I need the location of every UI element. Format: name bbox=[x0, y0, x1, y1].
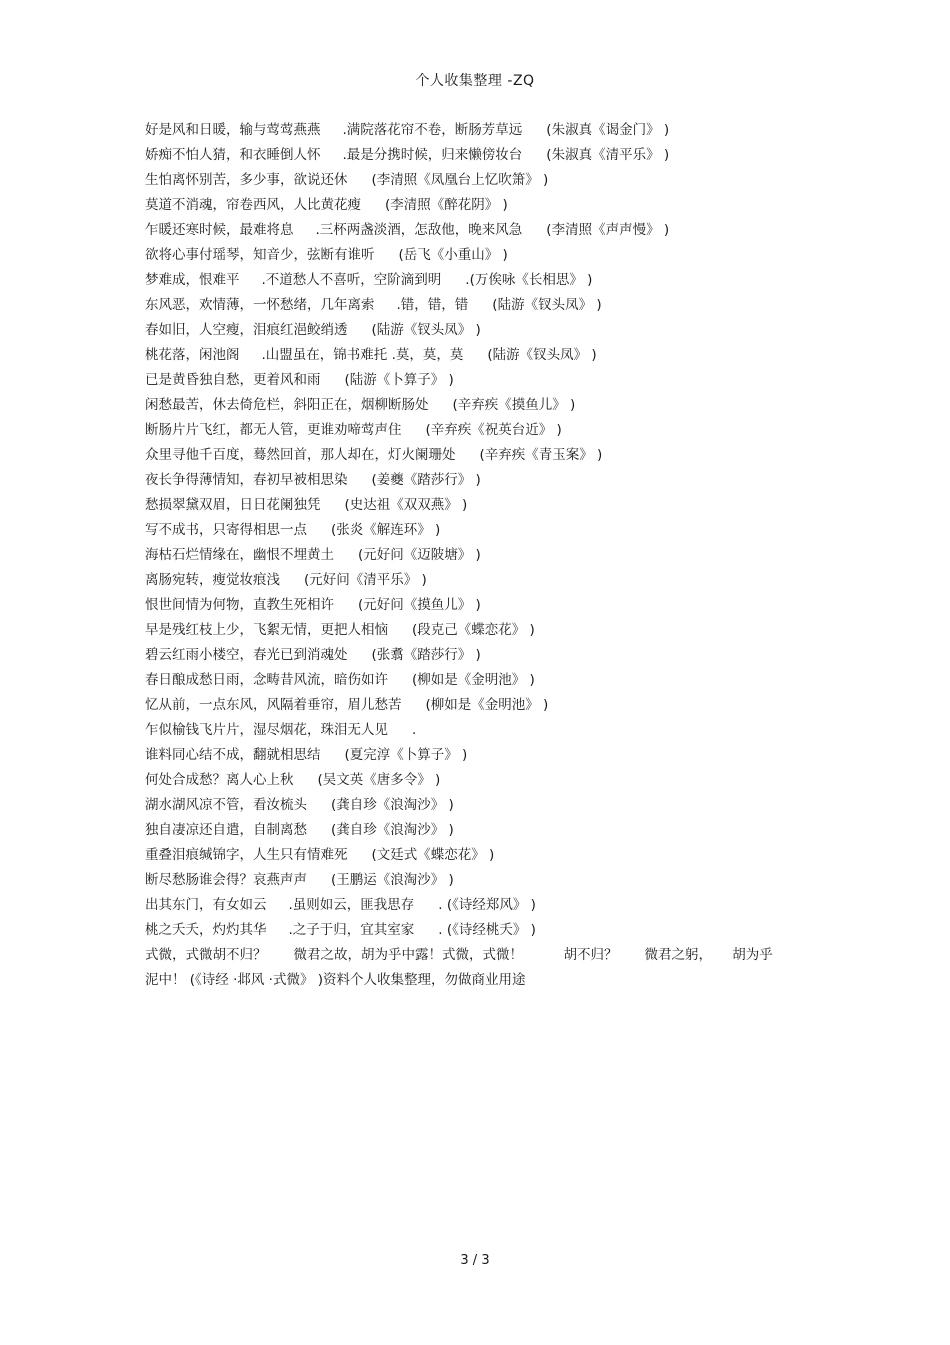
quote-continuation: .最是分携时候，归来懒傍妆台 bbox=[342, 147, 523, 163]
page-header: 个人收集整理 -ZQ bbox=[415, 73, 535, 89]
page-number: 3 / 3 bbox=[460, 1253, 490, 1268]
closing-paragraph-line-2: 泥中！ (《诗经 ·邶风 ·式微》 )资料个人收集整理，勿做商业用途 bbox=[145, 972, 526, 988]
quote-line bbox=[145, 193, 815, 218]
quote-text: 早是残红枝上少，飞絮无情，更把人相恼 bbox=[145, 622, 388, 638]
quote-line bbox=[145, 418, 815, 443]
quote-line bbox=[145, 118, 815, 143]
quote-line bbox=[145, 893, 815, 918]
quote-text: 写不成书，只寄得相思一点 bbox=[145, 522, 307, 538]
quote-line bbox=[145, 518, 815, 543]
quote-line bbox=[145, 643, 815, 668]
quote-line bbox=[145, 618, 815, 643]
quote-source: (元好问《迈陂塘》 ) bbox=[358, 547, 481, 563]
quote-line bbox=[145, 918, 815, 943]
quote-source: . bbox=[412, 722, 417, 738]
quote-line bbox=[145, 493, 815, 518]
quote-line bbox=[145, 868, 815, 893]
quote-source: (陆游《钗头凤》 ) bbox=[487, 347, 597, 363]
quote-text: 娇痴不怕人猜，和衣睡倒人怀 bbox=[145, 147, 321, 163]
quote-source: (元好问《摸鱼儿》 ) bbox=[358, 597, 481, 613]
quote-line bbox=[145, 543, 815, 568]
quote-source: (段克己《蝶恋花》 ) bbox=[412, 622, 535, 638]
quote-source: (李清照《醉花阴》 ) bbox=[385, 197, 508, 213]
quote-source: .(万俟咏《长相思》 ) bbox=[465, 272, 593, 288]
quote-source: (姜夔《踏莎行》 ) bbox=[371, 472, 481, 488]
quote-continuation: .不道愁人不喜听，空阶滴到明 bbox=[261, 272, 442, 288]
quote-text: 乍似榆钱飞片片，湿尽烟花，珠泪无人见 bbox=[145, 722, 388, 738]
quote-text: 东风恶，欢情薄，一怀愁绪，几年离索 bbox=[145, 297, 375, 313]
quote-line bbox=[145, 243, 815, 268]
quote-source: (张炎《解连环》 ) bbox=[331, 522, 441, 538]
quote-text: 欲将心事付瑶琴，知音少，弦断有谁听 bbox=[145, 247, 375, 263]
quote-line bbox=[145, 168, 815, 193]
quote-source: (柳如是《金明池》 ) bbox=[425, 697, 549, 713]
quote-line bbox=[145, 218, 815, 243]
quote-line bbox=[145, 268, 815, 293]
quote-text: 谁料同心结不成，翻就相思结 bbox=[145, 747, 321, 763]
quote-line bbox=[145, 668, 815, 693]
quote-line bbox=[145, 593, 815, 618]
quote-text: 桃花落，闲池阁 bbox=[145, 347, 240, 363]
quote-continuation: .满院落花帘不卷，断肠芳草远 bbox=[342, 122, 523, 138]
quote-continuation: .虽则如云，匪我思存 bbox=[288, 897, 415, 913]
quote-source: (史达祖《双双燕》 ) bbox=[344, 497, 468, 513]
quote-line bbox=[145, 393, 815, 418]
quote-line bbox=[145, 793, 815, 818]
quote-source: (文廷式《蝶恋花》 ) bbox=[371, 847, 495, 863]
quote-text: 闲愁最苦，休去倚危栏，斜阳正在，烟柳断肠处 bbox=[145, 397, 429, 413]
quote-line bbox=[145, 843, 815, 868]
quote-source: . (《诗经桃夭》 ) bbox=[438, 922, 536, 938]
quote-text: 好是风和日暖，输与莺莺燕燕 bbox=[145, 122, 321, 138]
quote-text: 海枯石烂情缘在，幽恨不埋黄土 bbox=[145, 547, 334, 563]
quote-source: (李清照《声声慢》 ) bbox=[546, 222, 670, 238]
quote-line bbox=[145, 743, 815, 768]
quote-text: 夜长争得薄情知，春初早被相思染 bbox=[145, 472, 348, 488]
quote-source: (朱淑真《谒金门》 ) bbox=[546, 122, 670, 138]
quote-source: (吴文英《唐多令》 ) bbox=[317, 772, 441, 788]
quote-continuation: .错，错，错 bbox=[396, 297, 469, 313]
quote-continuation: .三杯两盏淡酒，怎敌他，晚来风急 bbox=[315, 222, 523, 238]
quote-continuation: .之子于归，宜其室家 bbox=[288, 922, 415, 938]
quote-text: 何处合成愁？离人心上秋 bbox=[145, 772, 294, 788]
quote-text: 愁损翠黛双眉，日日花阑独凭 bbox=[145, 497, 321, 513]
quote-line bbox=[145, 318, 815, 343]
quote-source: (李清照《凤凰台上忆吹箫》 ) bbox=[371, 172, 549, 188]
quote-text: 恨世间情为何物，直教生死相许 bbox=[145, 597, 334, 613]
quote-source: (辛弃疾《青玉案》 ) bbox=[479, 447, 603, 463]
quote-source: (辛弃疾《祝英台近》 ) bbox=[425, 422, 562, 438]
quote-line bbox=[145, 368, 815, 393]
quote-text: 忆从前，一点东风，风隔着垂帘，眉儿愁苦 bbox=[145, 697, 402, 713]
quote-text: 离肠宛转，瘦觉妆痕浅 bbox=[145, 572, 280, 588]
quote-line bbox=[145, 143, 815, 168]
quote-source: (岳飞《小重山》 ) bbox=[398, 247, 508, 263]
quote-line bbox=[145, 568, 815, 593]
quote-source: (柳如是《金明池》 ) bbox=[412, 672, 535, 688]
quote-source: (王鹏运《浪淘沙》 ) bbox=[331, 872, 454, 888]
quote-line bbox=[145, 293, 815, 318]
quote-source: (元好问《清平乐》 ) bbox=[304, 572, 427, 588]
quote-text: 春如旧，人空瘦，泪痕红浥鲛绡透 bbox=[145, 322, 348, 338]
quote-text: 湖水湖风凉不管，看汝梳头 bbox=[145, 797, 307, 813]
quote-text: 莫道不消魂，帘卷西风，人比黄花瘦 bbox=[145, 197, 361, 213]
quote-text: 生怕离怀别苦，多少事，欲说还休 bbox=[145, 172, 348, 188]
quote-source: (夏完淳《卜算子》 ) bbox=[344, 747, 468, 763]
quote-text: 桃之夭夭，灼灼其华 bbox=[145, 922, 267, 938]
closing-paragraph-line-1: 式微，式微胡不归？ 微君之故，胡为乎中露！式微，式微！ 胡不归？ 微君之躬， 胡为乎 bbox=[145, 947, 773, 963]
quote-text: 断肠片片飞红，都无人管，更谁劝啼莺声住 bbox=[145, 422, 402, 438]
quote-text: 春日酿成愁日雨，念畴昔风流，暗伤如许 bbox=[145, 672, 388, 688]
quote-line bbox=[145, 443, 815, 468]
quote-source: (陆游《钗头凤》 ) bbox=[492, 297, 602, 313]
quote-source: (陆游《卜算子》 ) bbox=[344, 372, 454, 388]
quote-source: (陆游《钗头凤》 ) bbox=[371, 322, 481, 338]
quote-source: (龚自珍《浪淘沙》 ) bbox=[331, 822, 454, 838]
quote-line bbox=[145, 818, 815, 843]
quote-text: 梦难成，恨难平 bbox=[145, 272, 240, 288]
quote-continuation: .山盟虽在，锦书难托 .莫，莫，莫 bbox=[261, 347, 464, 363]
poem-list bbox=[145, 118, 815, 993]
quote-source: (辛弃疾《摸鱼儿》 ) bbox=[452, 397, 576, 413]
quote-source: (龚自珍《浪淘沙》 ) bbox=[331, 797, 454, 813]
quote-text: 重叠泪痕缄锦字，人生只有情难死 bbox=[145, 847, 348, 863]
quote-text: 碧云红雨小楼空，春光已到消魂处 bbox=[145, 647, 348, 663]
quote-text: 乍暖还寒时候，最难将息 bbox=[145, 222, 294, 238]
quote-text: 已是黄昏独自愁，更着风和雨 bbox=[145, 372, 321, 388]
quote-line bbox=[145, 718, 815, 743]
quote-text: 断尽愁肠谁会得？哀燕声声 bbox=[145, 872, 307, 888]
quote-line bbox=[145, 343, 815, 368]
quote-source: (张翥《踏莎行》 ) bbox=[371, 647, 481, 663]
quote-text: 众里寻他千百度，蓦然回首，那人却在，灯火阑珊处 bbox=[145, 447, 456, 463]
quote-line bbox=[145, 468, 815, 493]
quote-line bbox=[145, 768, 815, 793]
quote-source: (朱淑真《清平乐》 ) bbox=[546, 147, 670, 163]
quote-line bbox=[145, 693, 815, 718]
quote-text: 独自凄凉还自遣，自制离愁 bbox=[145, 822, 307, 838]
quote-source: . (《诗经郑风》 ) bbox=[438, 897, 536, 913]
quote-text: 出其东门，有女如云 bbox=[145, 897, 267, 913]
